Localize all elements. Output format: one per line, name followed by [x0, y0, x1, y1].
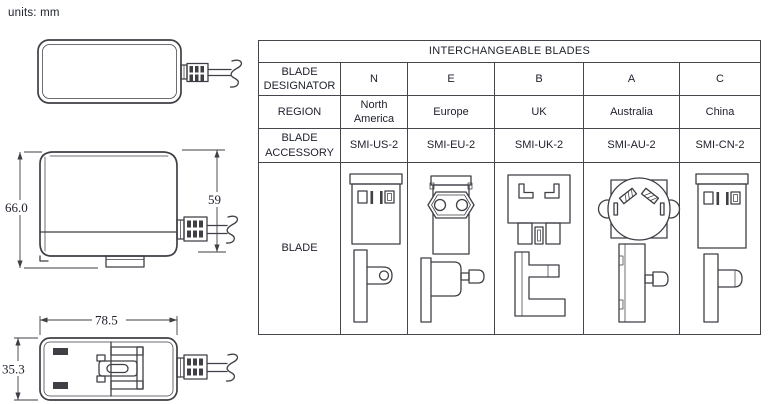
adapter-top-view-drawing: [35, 38, 250, 108]
dim-width-label: 78.5: [95, 312, 118, 328]
region-australia: Australia: [584, 96, 680, 129]
us-blade-icon: [343, 170, 405, 328]
designator-n: N: [341, 63, 408, 96]
region-row: [259, 96, 761, 129]
cable-break-symbol: [231, 60, 242, 87]
accessory-uk: SMI-UK-2: [495, 129, 584, 163]
region-china: China: [680, 96, 761, 129]
designator-e: E: [408, 63, 495, 96]
blade-row: [259, 163, 761, 335]
blade-cell-us: [341, 163, 408, 335]
dim-depth-label: 35.3: [2, 361, 25, 377]
region-europe: Europe: [408, 96, 495, 129]
cable-break-symbol: [227, 354, 238, 381]
designator-a: A: [584, 63, 680, 96]
accessory-us: SMI-US-2: [341, 129, 408, 163]
dim-height-label: 66.0: [5, 200, 28, 215]
region-north-america: North America: [341, 96, 408, 129]
designator-b: B: [495, 63, 584, 96]
eu-blade-icon: [414, 170, 488, 328]
adapter-bottom-view-drawing: [0, 302, 250, 404]
blade-cell-cn: [680, 163, 761, 335]
row-header-designator: BLADE DESIGNATOR: [259, 63, 341, 96]
designator-row: [259, 63, 761, 96]
cable-break-symbol: [227, 216, 238, 243]
cn-blade-icon: [689, 170, 751, 328]
row-header-accessory: BLADE ACCESSORY: [259, 129, 341, 163]
accessory-au: SMI-AU-2: [584, 129, 680, 163]
units-label: units: mm: [8, 7, 60, 19]
row-header-region: REGION: [259, 96, 341, 129]
uk-blade-icon: [502, 170, 576, 328]
interchangeable-blades-table: [258, 40, 761, 335]
region-uk: UK: [495, 96, 584, 129]
au-blade-icon: [591, 170, 673, 328]
accessory-eu: SMI-EU-2: [408, 129, 495, 163]
accessory-cn: SMI-CN-2: [680, 129, 761, 163]
strain-relief-hatch: [187, 359, 203, 376]
adapter-side-view-drawing: [0, 140, 250, 280]
accessory-row: [259, 129, 761, 163]
table-title: INTERCHANGEABLE BLADES: [259, 41, 761, 63]
blade-cell-eu: [408, 163, 495, 335]
strain-relief-hatch: [190, 66, 205, 81]
strain-relief-hatch: [187, 221, 203, 238]
blade-cell-uk: [495, 163, 584, 335]
dim-cable-label: 59: [208, 192, 221, 207]
blade-cell-au: [584, 163, 680, 335]
designator-c: C: [680, 63, 761, 96]
row-header-blade: BLADE: [259, 163, 341, 335]
